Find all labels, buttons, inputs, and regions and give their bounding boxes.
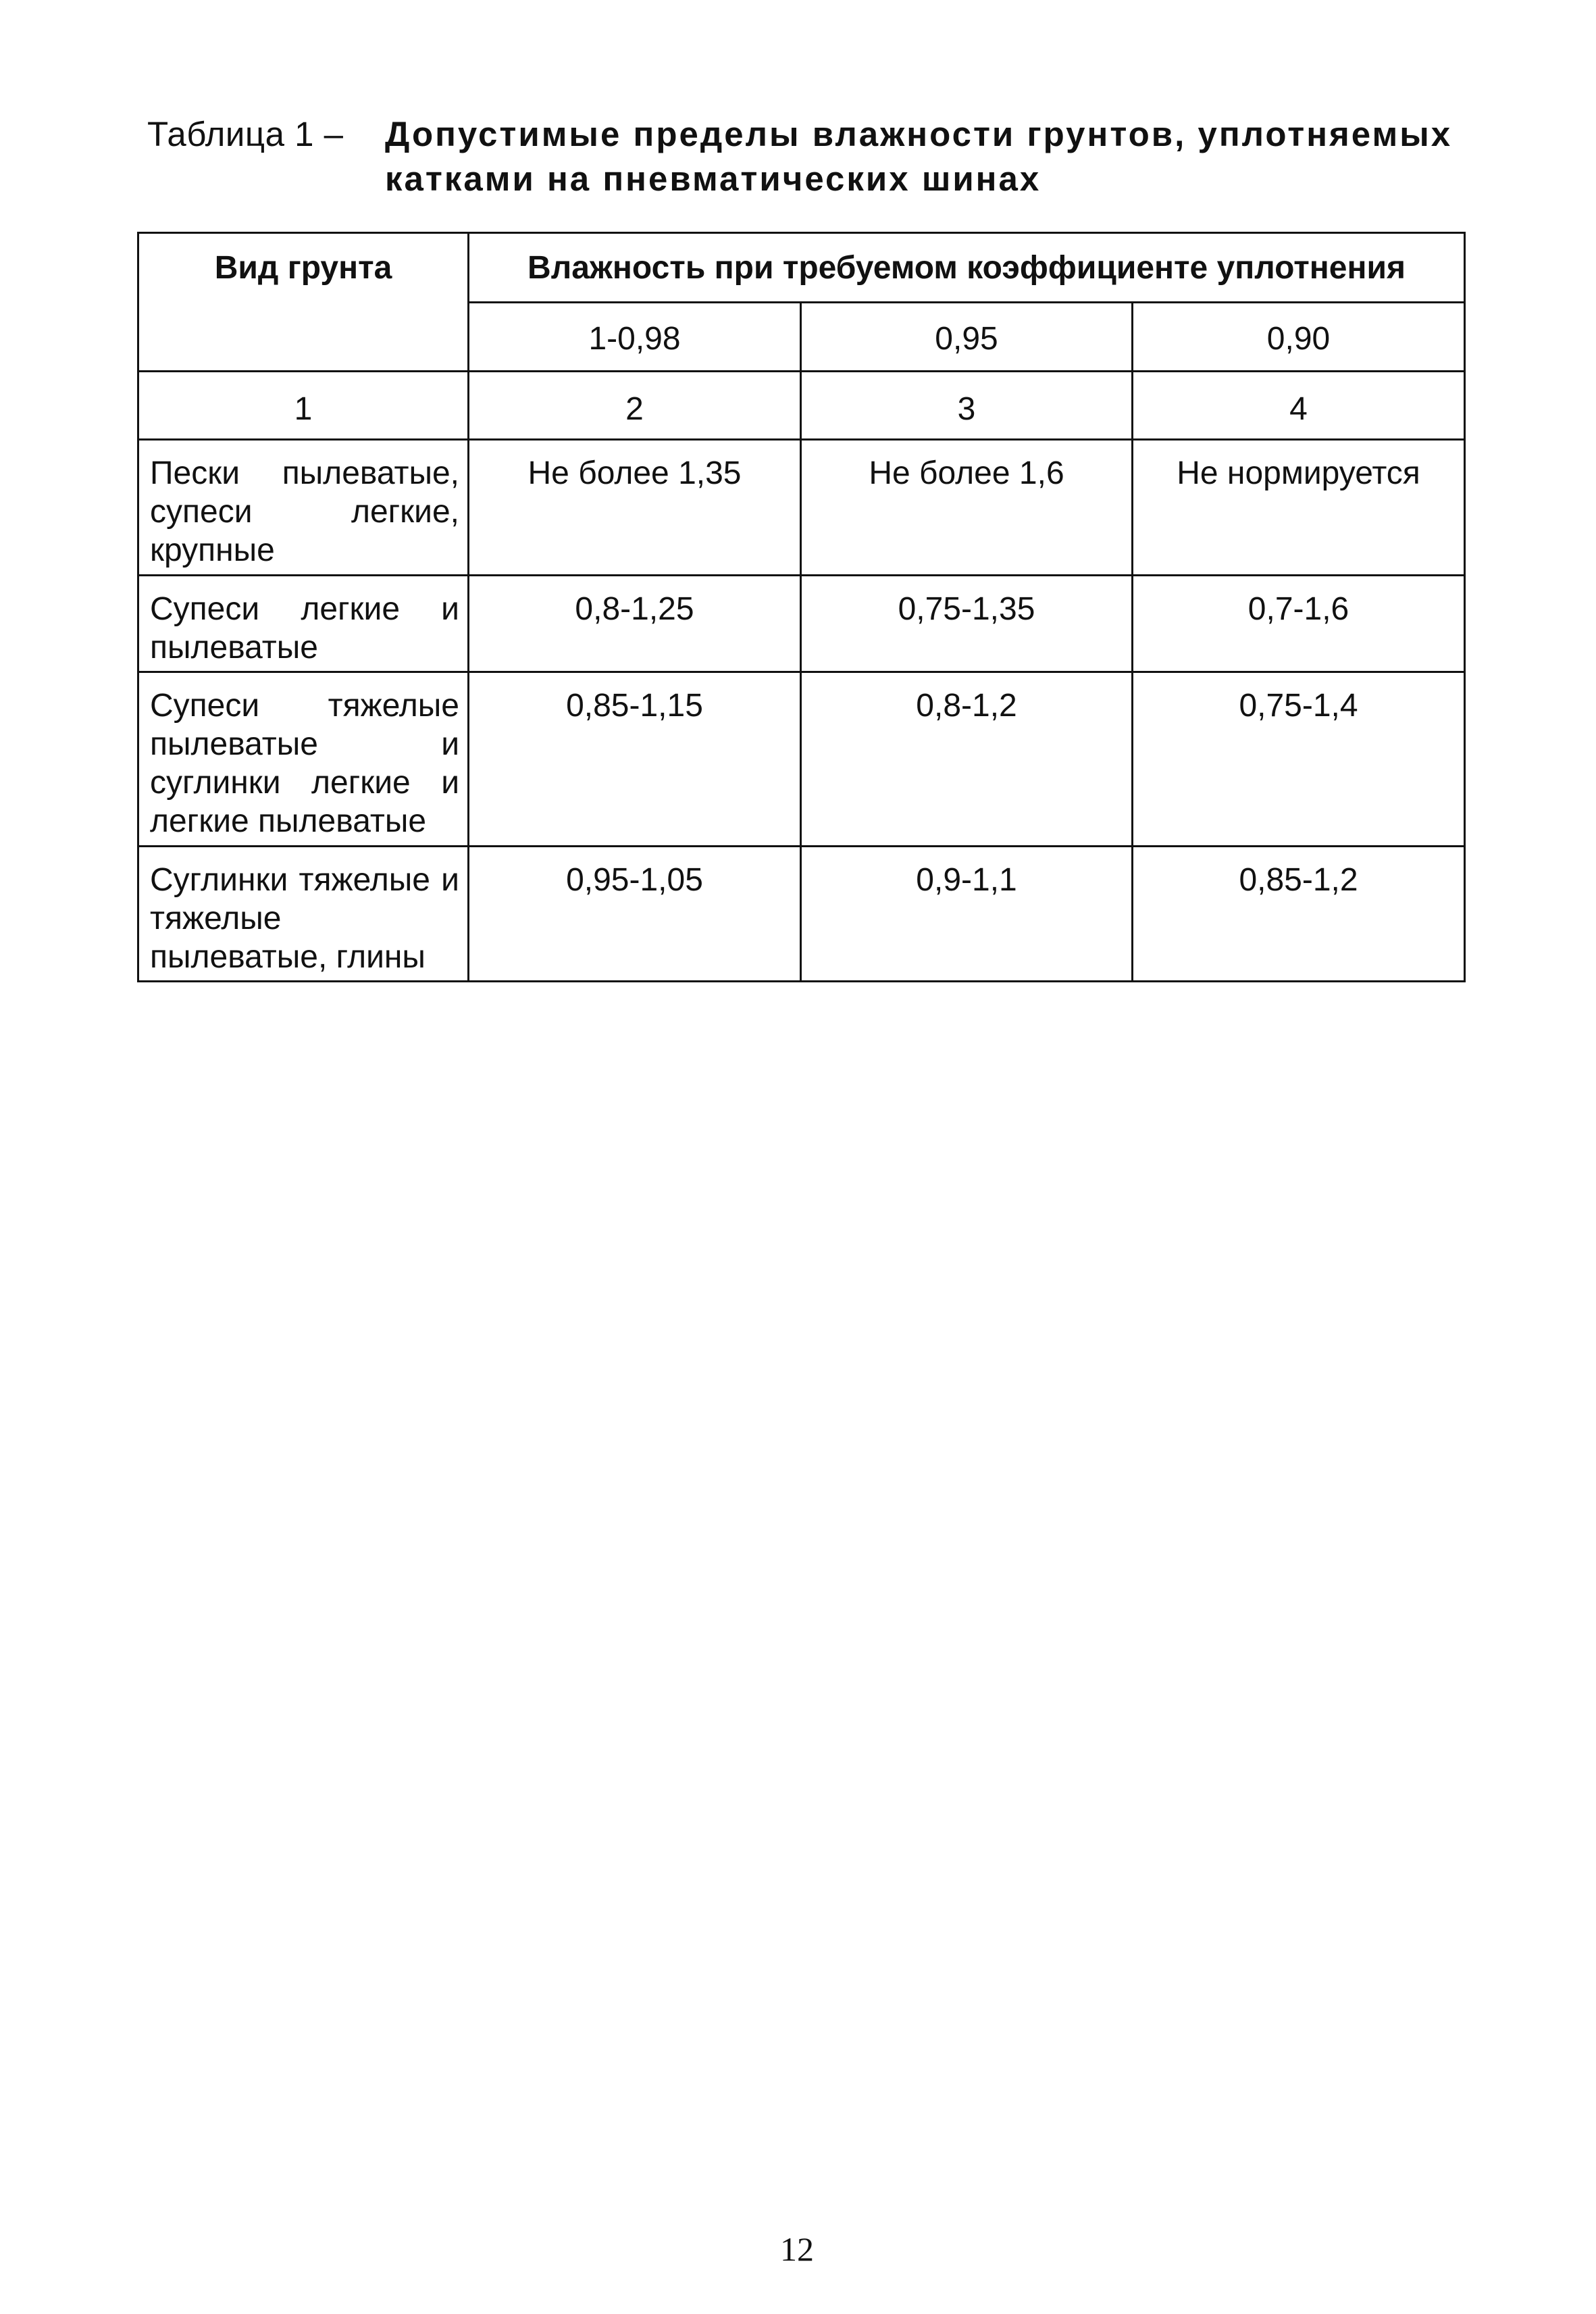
soil-type-cell: Суглинки тяжелые и тяжелые пылеватые, глины bbox=[138, 847, 469, 982]
caption-title-line-2: катками на пневматических шинах bbox=[385, 159, 1041, 198]
column-number-row bbox=[138, 372, 1465, 440]
moisture-value-cell: 0,8-1,25 bbox=[469, 576, 801, 672]
header-moisture: Влажность при требуемом коэффициенте уплотнения bbox=[469, 233, 1465, 303]
table-row bbox=[138, 672, 1465, 847]
moisture-value-cell: Не более 1,35 bbox=[469, 440, 801, 576]
soil-type-cell: Пески пылеватые, супеси легкие, крупные bbox=[138, 440, 469, 576]
moisture-value-cell: Не нормируется bbox=[1133, 440, 1465, 576]
moisture-value-cell: 0,95-1,05 bbox=[469, 847, 801, 982]
coefficient-cell: 0,95 bbox=[801, 303, 1133, 372]
header-row bbox=[138, 233, 1465, 303]
header-soil-type: Вид грунта bbox=[138, 233, 469, 372]
moisture-value-cell: 0,8-1,2 bbox=[801, 672, 1133, 847]
moisture-value-cell: 0,75-1,4 bbox=[1133, 672, 1465, 847]
coefficient-cell: 0,90 bbox=[1133, 303, 1465, 372]
moisture-value-cell: 0,9-1,1 bbox=[801, 847, 1133, 982]
page-number: 12 bbox=[780, 2230, 814, 2268]
caption-title-line-1: Допустимые пределы влажности грунтов, уплотняемых bbox=[385, 115, 1453, 153]
column-number-cell: 4 bbox=[1133, 372, 1465, 440]
moisture-value-cell: 0,75-1,35 bbox=[801, 576, 1133, 672]
column-number-cell: 1 bbox=[138, 372, 469, 440]
table-row bbox=[138, 847, 1465, 982]
column-number-cell: 3 bbox=[801, 372, 1133, 440]
table-row bbox=[138, 576, 1465, 672]
column-number-cell: 2 bbox=[469, 372, 801, 440]
soil-type-cell: Супеси тяжелые пылеватые и суглинки легкие и легкие пылеватые bbox=[138, 672, 469, 847]
soil-type-cell: Супеси легкие и пылеватые bbox=[138, 576, 469, 672]
table-row bbox=[138, 440, 1465, 576]
moisture-value-cell: 0,85-1,15 bbox=[469, 672, 801, 847]
moisture-table bbox=[137, 232, 1466, 982]
caption-prefix: Таблица 1 – bbox=[147, 115, 344, 153]
coefficient-cell: 1-0,98 bbox=[469, 303, 801, 372]
moisture-value-cell: 0,85-1,2 bbox=[1133, 847, 1465, 982]
moisture-value-cell: Не более 1,6 bbox=[801, 440, 1133, 576]
moisture-value-cell: 0,7-1,6 bbox=[1133, 576, 1465, 672]
